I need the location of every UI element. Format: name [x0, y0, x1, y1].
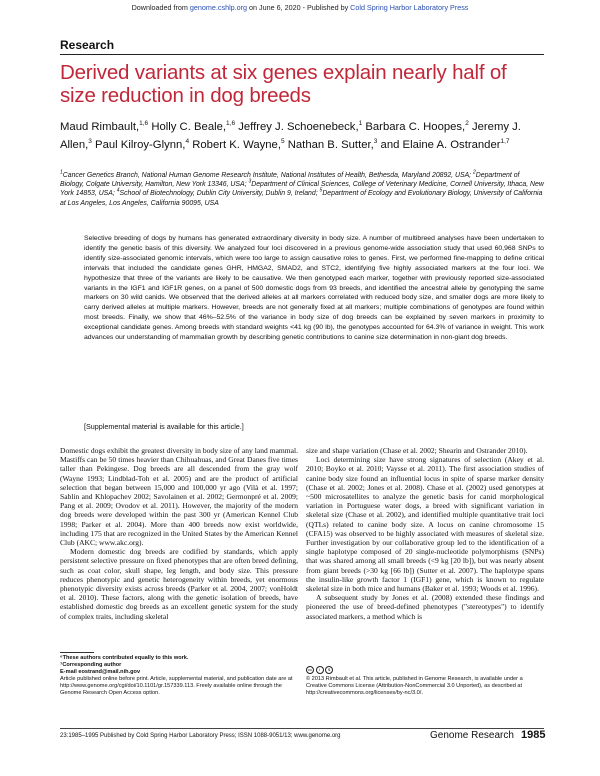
body-column-right: [306, 446, 544, 621]
author: Holly C. Beale,$^{1,6}$: [151, 120, 236, 133]
footer-rule: [60, 728, 544, 729]
footer-citation: 23:1985–1995 Published by Cold Spring Harbor Laboratory Press; ISSN 1088-9051/13; www.genome.org: [60, 733, 341, 739]
author: Robert K. Wayne,$^5$: [192, 137, 285, 151]
footnote-rule: [60, 652, 94, 653]
author: Jeffrey J. Schoenebeck,$^1$: [238, 120, 363, 133]
paragraph: Domestic dogs exhibit the greatest diversity in body size of any land mammal. Mastiffs can be 50 times heavier than Chihuahuas, and Great Danes five times taller than Pekingese. Dog breeds are all descended from the gray wolf (Wayne 1993; Lindblad-Toh et al. 2005) and are the product of artificial selection that began between 15,000 and 100,000 yr ago (Vilà et al. 1997; Sablin and Khlopachev 2002; Savolainen et al. 2002; Germonpré et al. 2009; Pang et al. 2009; Ovodov et al. 2011). However, the majority of the modern dog breeds were developed within the past 300 yr (American Kennel Club 1998; Parker et al. 2004). More than 400 breeds now exist worldwide, including 175 that are recognized in the United States by the American Kennel Club (AKC; www.akc.org).: [60, 446, 298, 548]
abstract: Selective breeding of dogs by humans has generated extraordinary diversity in body size. A number of multibreed analyses have been undertaken to identify the genetic basis of this diversity. We analyzed four loci discovered in a previous genome-wide association study that used 60,968 SNPs to identify size-associated genomic intervals, which were too large to assign causative roles to genes. First, we performed fine-mapping to define critical intervals that included the candidate genes GHR, HMGA2, SMAD2, and STC2, identifying five highly associated markers at the four loci. We hypothesize that three of the variants are likely to be causative. We then genotyped each marker, together with previously reported size-associated variants in the IGF1 and IGF1R genes, on a panel of 500 domestic dogs from 93 breeds, and identified the ancestral allele by genotyping the same markers on 30 wild canids. We observed that the derived alleles at all markers correlated with reduced body size, and smaller dogs are more likely to carry derived alleles at multiple markers. However, breeds are not generally fixed at all markers; multiple combinations of genotypes are found within most breeds. Finally, we show that 46%–52.5% of the variance in body size of dog breeds can be explained by seven markers in proximity to exceptional candidate genes. Among breeds with standard weights <41 kg (90 lb), the genotypes accounted for 64.3% of variance in weight. This work advances our understanding of mammalian growth by describing genetic contributions to canine size determination in non-giant dog breeds.: [84, 235, 544, 342]
download-banner: Downloaded from genome.cshlp.org on June 6, 2020 - Published by Cold Spring Harbor Laboratory Press: [131, 3, 469, 12]
affiliations: [60, 171, 544, 208]
header-rule: [60, 54, 544, 55]
affiliation: $^2$Department of Biology, Colgate University, Hamilton, New York 13346, USA;: [60, 169, 520, 189]
supplemental-note: [Supplemental material is available for this article.]: [84, 422, 244, 431]
paragraph: A subsequent study by Jones et al. (2008) extended these findings and pioneered the use of breed-defined phenotypes ("stereotypes") to identify associated markers, a method which is: [306, 593, 544, 621]
affiliation: $^4$School of Biotechnology, Dublin City University, Dublin 9, Ireland;: [116, 188, 318, 198]
license-note: cc i $ © 2013 Rimbault et al. This article, published in Genome Research, is available under a Creative Commons License (Attribution-NonCommercial 3.0 Unported), as described at http://creativecommons.org/licenses/by-nc/3.0/.: [306, 667, 523, 696]
author: Jeremy J. Allen,$^3$: [60, 121, 521, 151]
article-title: Derived variants at six genes explain nearly half of size reduction in dog breeds: [60, 61, 507, 107]
genome-site-link[interactable]: genome.cshlp.org: [189, 3, 248, 12]
affiliation: $^5$Department of Ecology and Evolutionary Biology, University of California at Los Angeles, Los Angeles, California 90095, USA: [60, 188, 543, 207]
publisher-link[interactable]: Cold Spring Harbor Laboratory Press: [350, 3, 469, 12]
author: Barbara C. Hoopes,$^2$: [365, 120, 469, 133]
affiliation: $^1$Cancer Genetics Branch, National Human Genome Research Institute, National Institutes of Health, Bethesda, Maryland 20892, USA;: [60, 169, 472, 179]
paragraph: Loci determining size have strong signatures of selection (Akey et al. 2010; Boyko et al. 2010; Vaysse et al. 2011). The first association studies of canine body size found an influential locus in spite of sparse marker density (Chase et al. 2002; Jones et al. 2008). Chase et al. (2002) used genotypes at ~500 microsatellites to analyze the genetic basis for canid morphological variation in Portuguese water dogs, a breed with significant variation in skeletal size (Chase et al. 2002), and identified multiple quantitative trait loci (QTLs) related to canine body size. A locus on canine chromosome 15 (CFA15) was observed to be highly associated with measures of skeletal size. Further investigation by our collaborative group led to the identification of a single haplotype composed of 20 single-nucleotide polymorphisms (SNPs) that was shared among all small breeds (<9 kg [20 lb]), but was nearly absent from giant breeds (>30 kg [66 lb]) (Sutter et al. 2007). The haplotype spans the insulin-like growth factor 1 (IGF1) gene, which is known to regulate skeletal size in both mice and humans (Baker et al. 1993; Woods et al. 1996).: [306, 455, 544, 594]
author-list: [60, 119, 540, 154]
paragraph: size and shape variation (Chase et al. 2002; Shearin and Ostrander 2010).: [306, 446, 528, 455]
affiliation: $^3$Department of Clinical Sciences, College of Veterinary Medicine, Cornell University, Ithaca, New York 14853, USA;: [60, 178, 544, 198]
author: Nathan B. Sutter,$^3$: [287, 137, 378, 151]
footnotes: ⁶These authors contributed equally to this work. ⁷Corresponding author E-mail eostrand@mail.nih.gov Article published online before print. Article, supplemental material, and publication date are at http://www.genome.org/cgi/doi/10.1101/gr.157339.113. Freely available online through the Genome Research Open Access option.: [60, 655, 293, 697]
author: Paul Kilroy-Glynn,$^4$: [95, 137, 190, 151]
journal-name: Genome Research: [430, 730, 514, 741]
body-column-left: [60, 446, 298, 621]
section-label: Research: [60, 38, 115, 52]
contact-email: E-mail eostrand@mail.nih.gov: [60, 669, 141, 676]
attribution-icon: i: [316, 666, 324, 674]
paragraph: Modern domestic dog breeds are codified by standards, which apply persistent selective pressure on fixed phenotypes that are often breed defining, such as coat color, skull shape, leg length, and body size. This pressure reduces phenotypic and genetic heterogeneity within breeds, yet enormous phenotypic diversity exists across breeds (Parker et al. 2004, 2007; vonHoldt et al. 2010). These factors, along with the genetic isolation of breeds, have established domestic dog breeds as an excellent genetic system for the study of complex traits, including skeletal: [60, 547, 298, 621]
page-number: 1985: [521, 729, 546, 741]
creative-commons-icon: cc: [308, 667, 312, 672]
author: Maud Rimbault,$^{1,6}$: [60, 120, 149, 133]
noncommercial-icon: $: [325, 666, 333, 674]
author: and Elaine A. Ostrander$^{1,7}$: [380, 137, 510, 151]
